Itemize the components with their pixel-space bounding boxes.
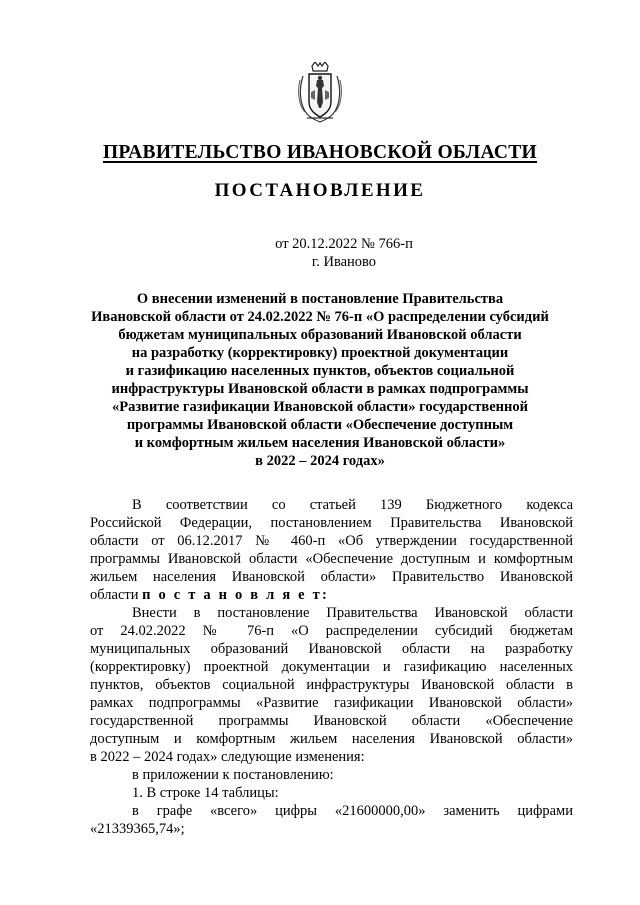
body-line: муниципальных образований Ивановской области на разработку: [90, 641, 573, 657]
body-line: Российской Федерации, постановлением Правительства Ивановской: [90, 515, 573, 531]
title-line: и газификацию населенных пунктов, объектов социальной: [125, 363, 515, 379]
title-line: инфраструктуры Ивановской области в рамках подпрограммы: [111, 381, 529, 397]
title-line: Ивановской области от 24.02.2022 № 76-п «О распределении субсидий: [91, 309, 549, 325]
body-line: (корректировку) проектной документации и газификацию населенных: [90, 659, 573, 675]
body-line: пунктов, объектов социальной инфраструктуры Ивановской области в: [90, 677, 573, 693]
body-line: «21339365,74»;: [90, 821, 185, 837]
title-line: «Развитие газификации Ивановской области» государственной: [112, 399, 528, 415]
document-meta: [0, 235, 640, 271]
body-line: рамках подпрограммы «Развитие газификации Ивановской области»: [90, 695, 573, 711]
body-line: в 2022 – 2024 годах» следующие изменения:: [90, 749, 365, 765]
document-body: [90, 496, 573, 838]
body-line: 1. В строке 14 таблицы:: [132, 785, 279, 801]
body-text: области: [90, 587, 143, 603]
body-line: государственной программы Ивановской области «Обеспечение: [90, 713, 573, 729]
body-line: области от 06.12.2017 № 460-п «Об утверждении государственной: [90, 533, 573, 549]
title-line: О внесении изменений в постановление Правительства: [136, 291, 504, 307]
title-line: в 2022 – 2024 годах»: [255, 453, 385, 469]
body-line: от 24.02.2022 № 76-п «О распределении субсидий бюджетам: [90, 623, 573, 639]
title-line: бюджетам муниципальных образований Ивановской области: [118, 327, 522, 343]
city-line: г. Иваново: [311, 254, 377, 270]
body-line: В соответствии со статьей 139 Бюджетного кодекса: [132, 497, 573, 513]
body-line: Внести в постановление Правительства Ивановской области: [132, 605, 573, 621]
body-line: в приложении к постановлению:: [132, 767, 334, 783]
date-number-line: от 20.12.2022 № 766-п: [275, 236, 413, 252]
coat-of-arms-icon: [297, 62, 343, 124]
body-line: [90, 586, 573, 604]
organization-heading: ПРАВИТЕЛЬСТВО ИВАНОВСКОЙ ОБЛАСТИ: [102, 142, 538, 163]
title-line: на разработку (корректировку) проектной документации: [131, 345, 509, 361]
title-line: программы Ивановской области «Обеспечение доступным: [126, 417, 514, 433]
document-type-heading: ПОСТАНОВЛЕНИЕ: [214, 180, 426, 201]
resolves-phrase: п о с т а н о в л я е т:: [142, 587, 329, 603]
body-line: жильем населения Ивановской области» Правительство Ивановской: [90, 569, 573, 585]
body-line: программы Ивановской области «Обеспечение доступным и комфортным: [90, 551, 573, 567]
document-title: [85, 290, 555, 470]
title-line: и комфортным жильем населения Ивановской области»: [134, 435, 506, 451]
body-line: доступным и комфортным жильем населения Ивановской области»: [90, 731, 573, 747]
body-line: в графе «всего» цифры «21600000,00» заменить цифрами: [132, 803, 573, 819]
